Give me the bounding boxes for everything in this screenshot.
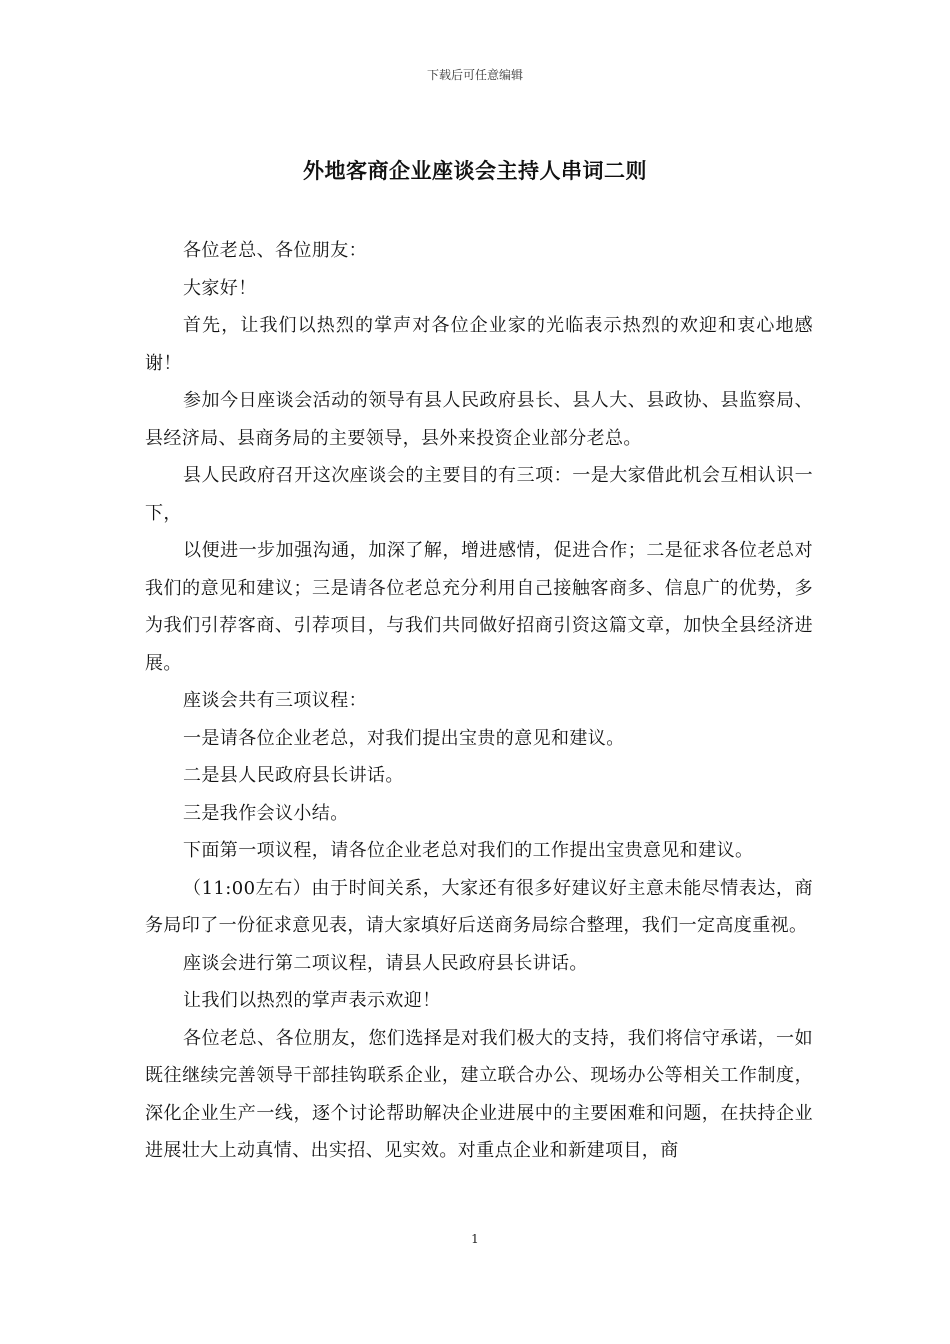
document-title: 外地客商企业座谈会主持人串词二则 (303, 158, 647, 183)
paragraph-time-note: （11:00左右）由于时间关系，大家还有很多好建议好主意未能尽情表达，商务局印了一份征求意见表，请大家填好后送商务局综合整理，我们一定高度重视。 (145, 877, 813, 936)
paragraph-purpose: 县人民政府召开这次座谈会的主要目的有三项：一是大家借此机会互相认识一下， (145, 465, 813, 524)
paragraph-agenda-item-3: 三是我作会议小结。 (183, 802, 349, 824)
paragraph-purpose-continued: 以便进一步加强沟通，加深了解，增进感情，促进合作；二是征求各位老总对我们的意见和建议；三是请各位老总充分利用自己接触客商多、信息广的优势，多为我们引荐客商、引荐项目，与我们共同做好招商引资这篇文章，加快全县经济进展。 (145, 540, 813, 674)
paragraph-second-agenda: 座谈会进行第二项议程，请县人民政府县长讲话。 (183, 952, 588, 974)
paragraph-attendees: 参加今日座谈会活动的领导有县人民政府县长、县人大、县政协、县监察局、县经济局、县商务局的主要领导，县外来投资企业部分老总。 (145, 390, 813, 449)
paragraph-agenda-item-1: 一是请各位企业老总，对我们提出宝贵的意见和建议。 (183, 727, 625, 749)
page-number: 1 (471, 1232, 479, 1246)
header-note: 下载后可任意编辑 (426, 68, 523, 82)
paragraph-first-agenda: 下面第一项议程，请各位企业老总对我们的工作提出宝贵意见和建议。 (183, 840, 754, 861)
document-body (145, 232, 813, 1170)
paragraph-agenda-item-2: 二是县人民政府县长讲话。 (183, 765, 404, 786)
paragraph-hello: 大家好！ (183, 277, 257, 299)
paragraph-commitment: 各位老总、各位朋友，您们选择是对我们极大的支持，我们将信守承诺，一如既往继续完善领导干部挂钩联系企业，建立联合办公、现场办公等相关工作制度，深化企业生产一线，逐个讨论帮助解决企业进展中的主要困难和问题，在扶持企业进展壮大上动真情、出实招、见实效。对重点企业和新建项目，商 (145, 1027, 813, 1161)
paragraph-agenda-intro: 座谈会共有三项议程： (183, 690, 367, 711)
paragraph-applause: 让我们以热烈的掌声表示欢迎！ (183, 990, 441, 1011)
paragraph-welcome: 首先，让我们以热烈的掌声对各位企业家的光临表示热烈的欢迎和衷心地感谢！ (145, 315, 813, 374)
paragraph-greeting: 各位老总、各位朋友： (183, 240, 367, 261)
